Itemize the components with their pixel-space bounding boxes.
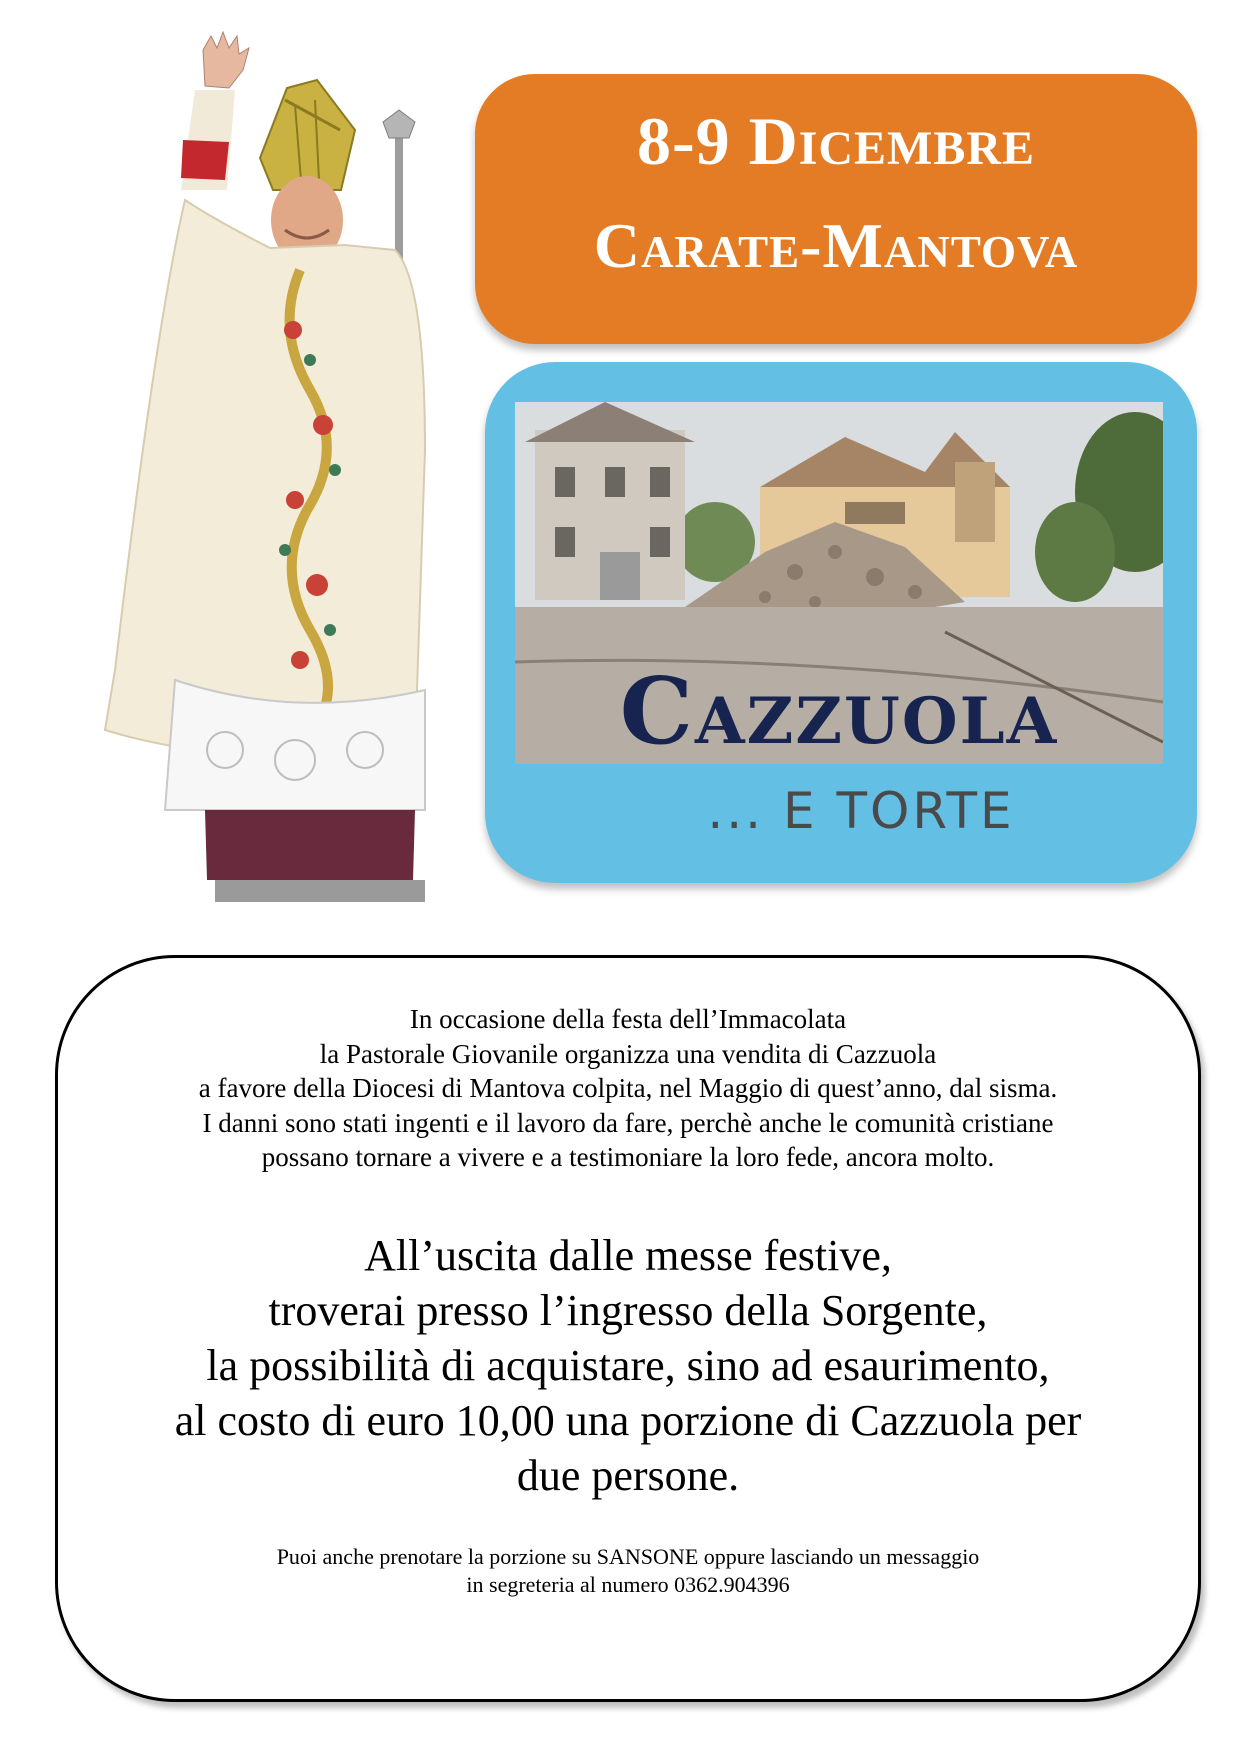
event-location: Carate-Mantova	[593, 210, 1079, 281]
note-line: in segreteria al numero 0362.904396	[466, 1572, 790, 1597]
note-line: Puoi anche prenotare la porzione su SANSONE oppure lasciando un messaggio	[276, 1544, 980, 1569]
earthquake-photo	[515, 402, 1163, 764]
intro-line: possano tornare a vivere e a testimoniare la loro fede, ancora molto.	[261, 1142, 995, 1172]
intro-paragraph	[58, 1002, 1198, 1175]
main-line: troverai presso l’ingresso della Sorgente,	[268, 1286, 988, 1335]
main-line: al costo di euro 10,00 una porzione di Cazzuola per	[174, 1396, 1082, 1445]
main-line: due persone.	[516, 1451, 740, 1500]
intro-line: la Pastorale Giovanile organizza una vendita di Cazzuola	[319, 1038, 937, 1069]
main-line: la possibilità di acquistare, sino ad esaurimento,	[206, 1341, 1050, 1390]
main-paragraph	[58, 1228, 1198, 1503]
booking-note	[58, 1543, 1198, 1599]
intro-line: In occasione della festa dell’Immacolata	[409, 1004, 847, 1034]
main-line: All’uscita dalle messe festive,	[364, 1231, 892, 1280]
intro-line: I danni sono stati ingenti e il lavoro da fare, perchè anche le comunità cristiane	[202, 1107, 1054, 1138]
event-date: 8-9 Dicembre	[636, 103, 1036, 179]
feature-subtitle: ... E TORTE	[707, 782, 1015, 840]
intro-line: a favore della Diocesi di Mantova colpita, nel Maggio di quest’anno, dal sisma.	[198, 1073, 1058, 1103]
bishop-photo	[95, 30, 475, 1010]
feature-panel	[485, 362, 1197, 883]
date-banner	[475, 74, 1197, 344]
feature-title: Cazzuola	[619, 657, 1059, 764]
info-panel	[55, 955, 1201, 1702]
